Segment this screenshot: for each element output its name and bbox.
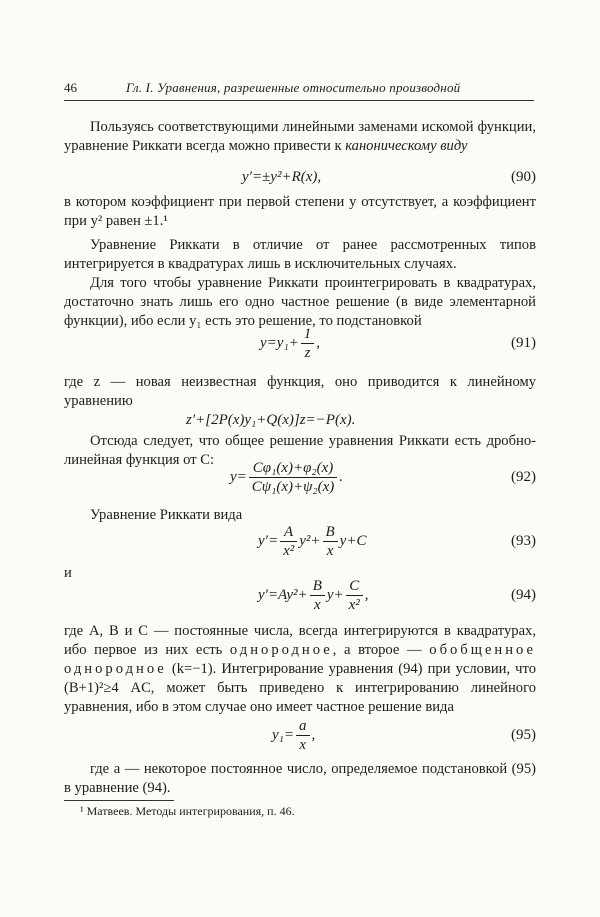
paragraph-canonical-form: Пользуясь соответствующими линейными заменами искомой функции, уравнение Риккати всегда можно привести к каноническому виду — [64, 119, 536, 154]
equation-95-number: (95) — [511, 727, 536, 743]
footnote: ¹ Матвеев. Методы интегрирования, п. 46. — [80, 804, 295, 818]
spaced-generalized-homogeneous: обобщенное однородное — [64, 642, 536, 677]
paragraph-general-solution: Отсюда следует, что общее решение уравнения Риккати есть дробно-линейная функция от C: — [64, 433, 536, 468]
header-rule — [64, 100, 534, 101]
paragraph-riccati-form: Уравнение Риккати вида — [90, 507, 243, 523]
equation-95: y₁= $\frac{a}{x}$ , (95) — [272, 718, 536, 753]
spaced-homogeneous: однородное — [229, 642, 333, 658]
equation-91-fraction: $\frac{1}{z}$ — [301, 326, 315, 361]
equation-94: y′=Ay²+ $\frac{B}{x}$ y+ $\frac{C}{\text{x²}}$ , (94) — [258, 578, 536, 613]
paragraph-quadratures: Уравнение Риккати в отличие от ранее рассмотренных типов интегрируется в квадратурах лишь в исключительных случаях. — [64, 237, 536, 272]
equation-linear-formula: z′+[2P(x)y₁+Q(x)]z=−P(x). — [186, 412, 356, 428]
equation-91-number: (91) — [511, 335, 536, 351]
emphasis-canonical: каноническому виду — [345, 138, 468, 154]
footnote-rule — [64, 800, 174, 801]
paragraph-linear-reduction: где z — новая неизвестная функция, оно приводится к линейному уравнению — [64, 374, 536, 409]
equation-94-number: (94) — [511, 587, 536, 603]
equation-92: y= $\frac{\text{Cφ₁(x)+φ₂(x)}}{\text{Cψ₁(x)+ψ₂(x)}}$ . (92) — [230, 460, 536, 495]
equation-90-formula: y′=±y²+R(x), — [242, 169, 322, 185]
equation-93: y′= $\frac{A}{\text{x²}}$ y²+ $\frac{B}{x}$ y+C (93) — [258, 524, 536, 559]
paragraph-constant-a: где a — некоторое постоянное число, определяемое подстановкой (95) в уравнение (94). — [64, 761, 536, 796]
equation-92-number: (92) — [511, 469, 536, 485]
equation-90-number: (90) — [511, 169, 536, 185]
equation-93-number: (93) — [511, 533, 536, 549]
chapter-title: Гл. I. Уравнения, разрешенные относительно производной — [126, 80, 461, 95]
paragraph-constants: где A, B и C — постоянные числа, всегда интегрируются в квадратурах, ибо первое из них есть однородное, а второе — обобщенное однородное (k=−1). Интегрирование уравнения (94) при условии, что (B+1)²≥4 AC, может быть приведено к интегрированию линейного уравнения, ибо в этом случае оно имеет частное решение вида — [64, 623, 536, 715]
page-number: 46 — [64, 80, 77, 95]
equation-91-lhs: y=y₁+ — [260, 334, 299, 351]
equation-91: y=y₁+ $\frac{1}{z}$ , (91) — [260, 326, 536, 361]
running-header — [64, 80, 534, 98]
conjunction-and: и — [64, 565, 72, 581]
paragraph-particular-solution: Для того чтобы уравнение Риккати проинтегрировать в квадратурах, достаточно знать лишь его одно частное решение (в виде элементарной функции), ибо если y₁ есть это решение, то подстановкой — [64, 275, 536, 329]
equation-92-fraction: $\frac{\text{Cφ₁(x)+φ₂(x)}}{\text{Cψ₁(x)+ψ₂(x)}}$ — [249, 460, 338, 495]
paragraph-coefficients: в котором коэффициент при первой степени y отсутствует, а коэффициент при y² равен ±1.¹ — [64, 194, 536, 229]
